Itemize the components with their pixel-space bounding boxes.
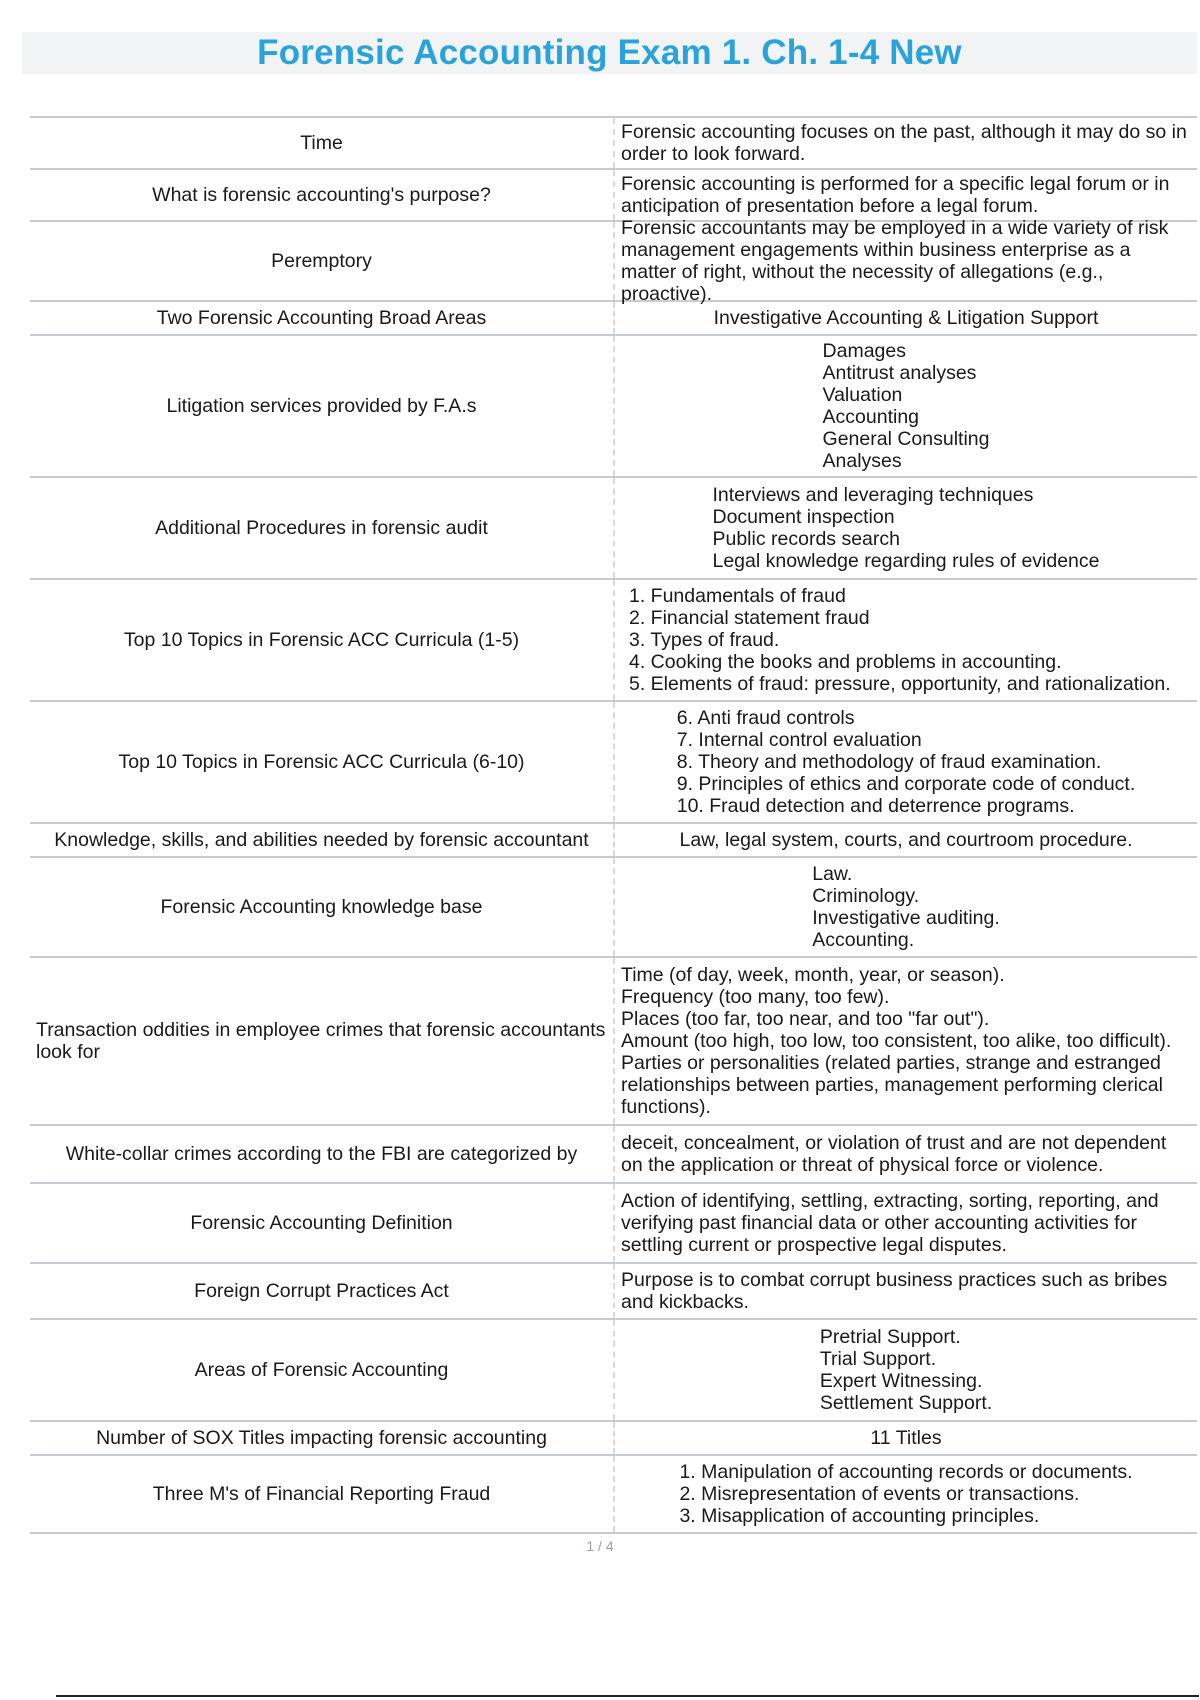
list-item: 8. Theory and methodology of fraud examination. [676,751,1102,773]
list-item: Places (too far, too near, and too "far out"). [621,1008,990,1030]
table-row [30,824,1197,858]
table-row [30,958,1197,1126]
definition-text: deceit, concealment, or violation of trust and are not dependent on the application or threat of physical force or violence. [621,1132,1167,1176]
definition-cell [615,580,1197,700]
term-cell: Peremptory [30,222,615,300]
definition-text: Investigative Accounting & Litigation Support [713,307,1099,329]
term-cell: Litigation services provided by F.A.s [30,336,615,476]
list-item: Criminology. [812,885,920,907]
definition-cell [615,302,1197,334]
definition-list [677,707,1136,817]
term-cell: Foreign Corrupt Practices Act [30,1264,615,1318]
list-item: Trial Support. [819,1348,937,1370]
list-item: Parties or personalities (related parties, strange and estranged relationships between parties, management performing clerical functions). [621,1052,1163,1118]
list-item: 9. Principles of ethics and corporate code of conduct. [676,773,1136,795]
list-item: Settlement Support. [819,1392,993,1414]
list-item: Public records search [712,528,900,550]
list-item: General Consulting [822,428,990,450]
table-row [30,336,1197,478]
definition-cell [615,170,1197,220]
term-cell: Additional Procedures in forensic audit [30,478,615,578]
table-row [30,1184,1197,1264]
flashcard-table [30,116,1197,1534]
term-cell: Forensic Accounting knowledge base [30,858,615,956]
definition-text: Law, legal system, courts, and courtroom procedure. [679,829,1133,851]
list-item: Antitrust analyses [822,362,977,384]
list-item: Damages [822,340,906,362]
list-item: 4. Cooking the books and problems in accounting. [629,651,1062,673]
table-row [30,170,1197,222]
table-row [30,1264,1197,1320]
definition-cell [615,1422,1197,1454]
definition-text: Forensic accounting focuses on the past, although it may do so in order to look forward. [621,121,1187,165]
definition-cell [615,118,1197,168]
page-title: Forensic Accounting Exam 1. Ch. 1-4 New [257,33,962,72]
definition-text: Purpose is to combat corrupt business practices such as bribes and kickbacks. [621,1269,1168,1313]
term-cell: What is forensic accounting's purpose? [30,170,615,220]
list-item: Legal knowledge regarding rules of evidence [712,550,1100,572]
table-row [30,302,1197,336]
definition-cell [615,1320,1197,1420]
list-item: Analyses [822,450,902,472]
term-cell: Time [30,118,615,168]
definition-cell [615,336,1197,476]
table-row [30,1320,1197,1422]
list-item: Pretrial Support. [819,1326,961,1348]
term-cell: Top 10 Topics in Forensic ACC Curricula (6-10) [30,702,615,822]
list-item: Amount (too high, too low, too consistent, too alike, too difficult). [621,1030,1172,1052]
table-row [30,118,1197,170]
list-item: 6. Anti fraud controls [676,707,855,729]
list-item: 1. Fundamentals of fraud [629,585,846,607]
list-item: 1. Manipulation of accounting records or documents. [679,1461,1133,1483]
list-item: 2. Misrepresentation of events or transactions. [679,1483,1080,1505]
list-item: 10. Fraud detection and deterrence programs. [676,795,1075,817]
title-bar [22,32,1197,74]
term-cell: Three M's of Financial Reporting Fraud [30,1456,615,1532]
definition-text: Forensic accounting is performed for a specific legal forum or in anticipation of presentation before a legal forum. [621,173,1170,217]
term-cell: Transaction oddities in employee crimes that forensic accountants look for [30,958,615,1124]
definition-list [812,863,1000,951]
term-cell: Areas of Forensic Accounting [30,1320,615,1420]
table-row [30,1422,1197,1456]
table-row [30,580,1197,702]
term-cell: Two Forensic Accounting Broad Areas [30,302,615,334]
list-item: 5. Elements of fraud: pressure, opportunity, and rationalization. [629,673,1171,695]
table-row [30,217,1197,305]
definition-cell [615,958,1197,1124]
definition-text: Action of identifying, settling, extracting, sorting, reporting, and verifying past financial data or other accounting activities for settling current or prospective legal disputes. [621,1190,1159,1256]
definition-text: Forensic accountants may be employed in a wide variety of risk management engagements within business enterprise as a matter of right, without the necessity of allegations (e.g., proactive). [621,217,1169,305]
list-item: 7. Internal control evaluation [676,729,922,751]
definition-cell [615,1264,1197,1318]
list-item: Valuation [822,384,903,406]
list-item: Expert Witnessing. [819,1370,983,1392]
definition-cell [615,217,1197,305]
definition-cell [615,478,1197,578]
term-cell: White-collar crimes according to the FBI are categorized by [30,1126,615,1182]
term-cell: Top 10 Topics in Forensic ACC Curricula (1-5) [30,580,615,700]
list-item: 3. Misapplication of accounting principles. [679,1505,1040,1527]
definition-cell [615,1126,1197,1182]
definition-cell [615,1184,1197,1262]
definition-list [679,1461,1132,1527]
definition-list [621,964,1191,1118]
list-item: Interviews and leveraging techniques [712,484,1034,506]
definition-text: 11 Titles [870,1427,942,1449]
term-cell: Knowledge, skills, and abilities needed by forensic accountant [30,824,615,856]
definition-list [629,585,1171,695]
list-item: 3. Types of fraud. [629,629,780,651]
list-item: Document inspection [712,506,895,528]
definition-cell [615,824,1197,856]
table-row [30,702,1197,824]
page-number: 1 / 4 [586,1538,614,1554]
list-item: Time (of day, week, month, year, or season). [621,964,1005,986]
term-cell: Forensic Accounting Definition [30,1184,615,1262]
definition-cell [615,1456,1197,1532]
list-item: Accounting [822,406,920,428]
definition-cell [615,858,1197,956]
table-row [30,478,1197,580]
list-item: Frequency (too many, too few). [621,986,890,1008]
list-item: Law. [812,863,853,885]
table-row [30,858,1197,958]
table-row [30,1126,1197,1184]
footer-divider [56,1695,1199,1697]
definition-list [820,1326,992,1414]
definition-list [712,484,1099,572]
list-item: Investigative auditing. [812,907,1000,929]
list-item: 2. Financial statement fraud [629,607,870,629]
list-item: Accounting. [812,929,915,951]
table-row [30,1456,1197,1534]
term-cell: Number of SOX Titles impacting forensic accounting [30,1422,615,1454]
definition-list [823,340,990,472]
definition-cell [615,702,1197,822]
